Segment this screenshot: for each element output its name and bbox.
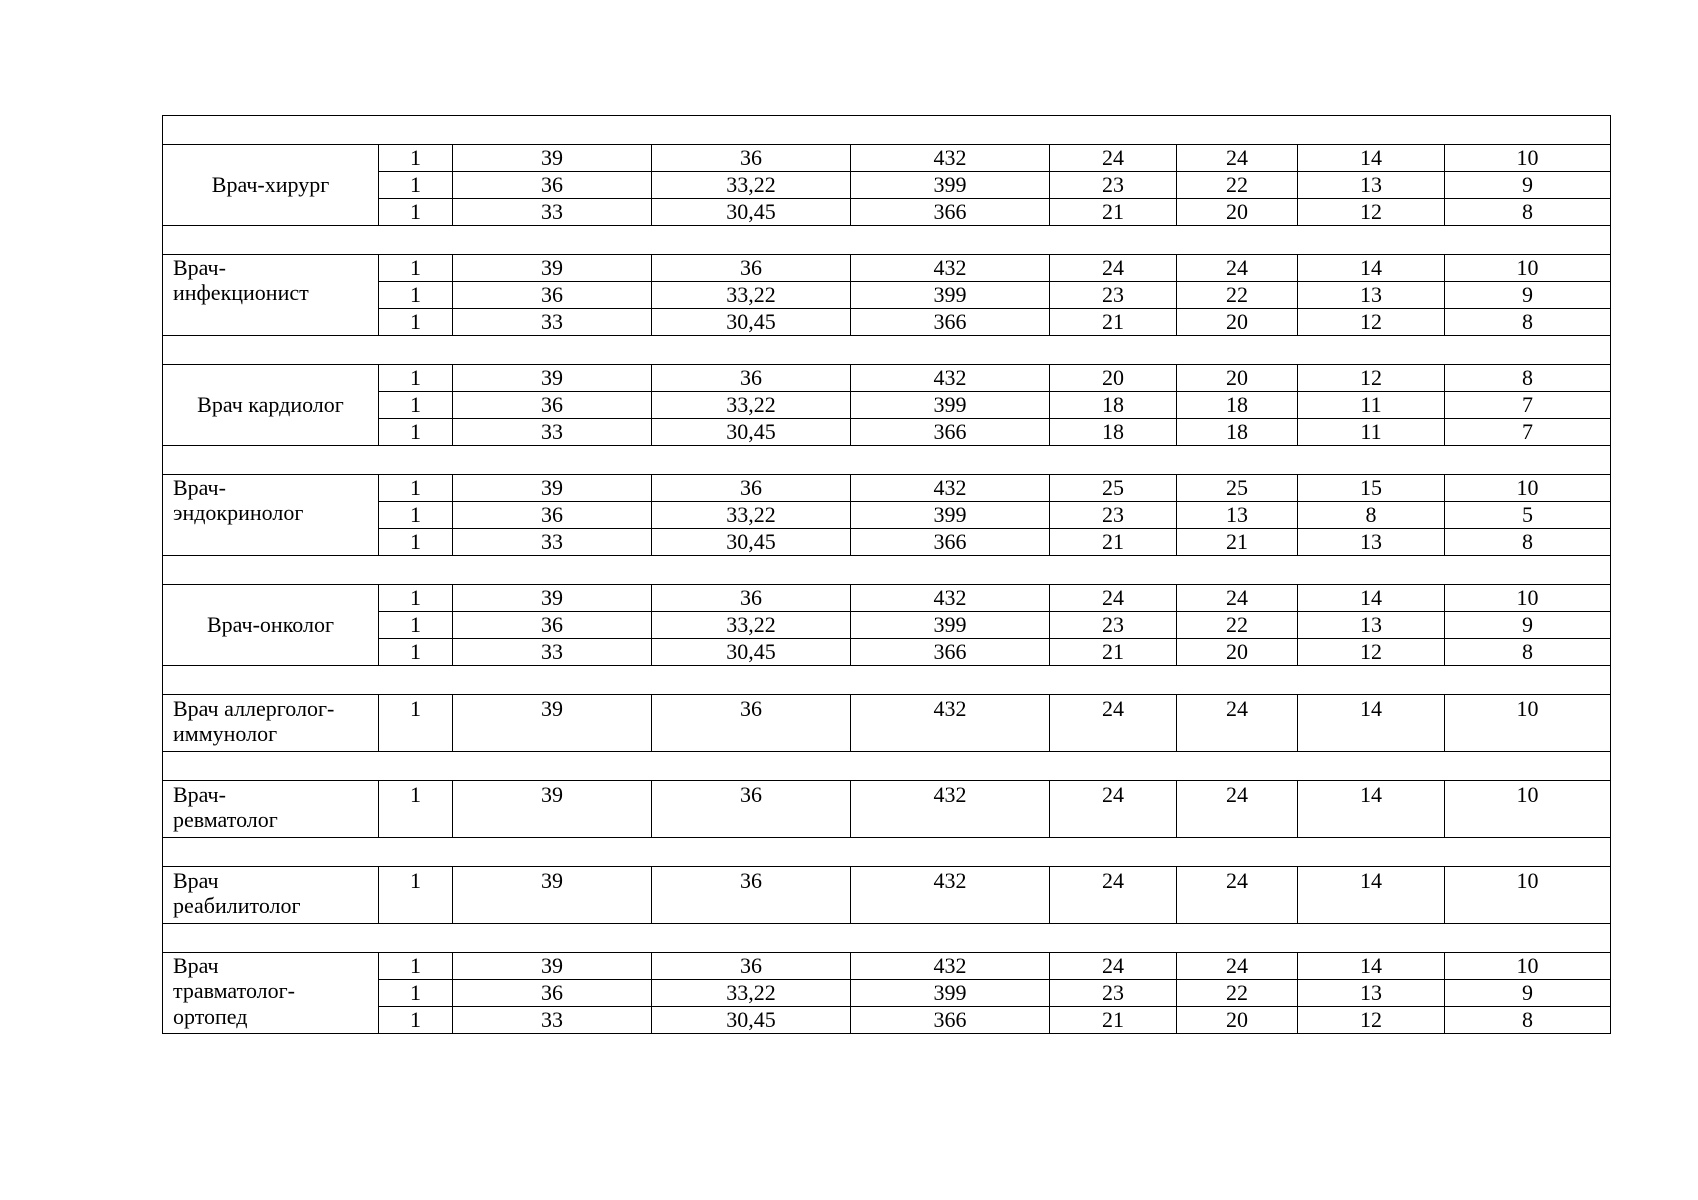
table-cell: 36 (453, 392, 652, 419)
table-row (163, 639, 1611, 666)
table-row (163, 612, 1611, 639)
separator-row (163, 446, 1611, 475)
table-cell: 22 (1177, 172, 1298, 199)
table-row (163, 392, 1611, 419)
table-row (163, 695, 1611, 752)
table-cell: 33 (453, 419, 652, 446)
table-cell: 366 (851, 309, 1050, 336)
specialist-label: Врач- ревматолог (163, 781, 379, 838)
table-cell: 36 (652, 365, 851, 392)
table-row (163, 502, 1611, 529)
table-cell: 11 (1298, 419, 1445, 446)
specialist-label: Врач-онколог (163, 585, 379, 666)
table-cell: 39 (453, 585, 652, 612)
table-cell: 1 (379, 365, 453, 392)
separator-row (163, 838, 1611, 867)
table-cell: 24 (1050, 953, 1177, 980)
table-cell: 33 (453, 1007, 652, 1034)
table-cell: 20 (1177, 199, 1298, 226)
table-cell: 1 (379, 781, 453, 838)
table-row (163, 365, 1611, 392)
separator-cell (163, 666, 1611, 695)
table-cell: 36 (453, 172, 652, 199)
table-cell: 1 (379, 980, 453, 1007)
table-cell: 30,45 (652, 1007, 851, 1034)
table-cell: 8 (1445, 639, 1611, 666)
table-cell: 36 (652, 255, 851, 282)
table-cell: 399 (851, 612, 1050, 639)
specialist-label: Врач-хирург (163, 145, 379, 226)
table-cell: 30,45 (652, 639, 851, 666)
table-cell: 21 (1050, 639, 1177, 666)
separator-row (163, 336, 1611, 365)
table-cell: 432 (851, 365, 1050, 392)
table-cell: 14 (1298, 867, 1445, 924)
table-cell: 9 (1445, 172, 1611, 199)
table-cell: 13 (1298, 612, 1445, 639)
table-cell: 36 (652, 953, 851, 980)
separator-cell (163, 556, 1611, 585)
table-cell: 366 (851, 199, 1050, 226)
table-cell: 13 (1298, 172, 1445, 199)
table-cell: 13 (1298, 980, 1445, 1007)
table-cell: 15 (1298, 475, 1445, 502)
table-row (163, 953, 1611, 980)
table-cell: 13 (1298, 282, 1445, 309)
table-cell: 30,45 (652, 309, 851, 336)
table-cell: 25 (1050, 475, 1177, 502)
table-cell: 33 (453, 529, 652, 556)
table-cell: 30,45 (652, 419, 851, 446)
table-cell: 39 (453, 475, 652, 502)
table-cell: 10 (1445, 255, 1611, 282)
table-cell: 432 (851, 475, 1050, 502)
table-cell: 10 (1445, 585, 1611, 612)
table-cell: 1 (379, 953, 453, 980)
table-row (163, 867, 1611, 924)
table-cell: 1 (379, 639, 453, 666)
table-cell: 33,22 (652, 282, 851, 309)
table-cell: 9 (1445, 612, 1611, 639)
table-row (163, 585, 1611, 612)
table-cell: 24 (1177, 781, 1298, 838)
table-cell: 24 (1050, 867, 1177, 924)
table-cell: 18 (1177, 392, 1298, 419)
table-cell: 36 (652, 145, 851, 172)
table-cell: 24 (1177, 255, 1298, 282)
table-row (163, 781, 1611, 838)
table-cell: 7 (1445, 419, 1611, 446)
table-cell: 10 (1445, 781, 1611, 838)
table-cell: 21 (1050, 199, 1177, 226)
table-cell: 30,45 (652, 199, 851, 226)
table-cell: 8 (1445, 529, 1611, 556)
separator-cell (163, 924, 1611, 953)
table-cell: 36 (453, 282, 652, 309)
table-cell: 1 (379, 172, 453, 199)
specialist-label: Врач- эндокринолог (163, 475, 379, 556)
table-cell: 432 (851, 695, 1050, 752)
table-cell: 5 (1445, 502, 1611, 529)
table-cell: 21 (1050, 529, 1177, 556)
table-row (163, 980, 1611, 1007)
table-row (163, 1007, 1611, 1034)
table-cell: 14 (1298, 695, 1445, 752)
table-cell: 1 (379, 1007, 453, 1034)
separator-row (163, 556, 1611, 585)
table-cell: 432 (851, 781, 1050, 838)
table-cell: 12 (1298, 309, 1445, 336)
table-cell: 21 (1050, 309, 1177, 336)
separator-row (163, 666, 1611, 695)
table-cell: 432 (851, 585, 1050, 612)
separator-cell (163, 336, 1611, 365)
table-cell: 24 (1177, 145, 1298, 172)
separator-row (163, 924, 1611, 953)
table-cell: 366 (851, 419, 1050, 446)
table-cell: 9 (1445, 980, 1611, 1007)
separator-cell (163, 116, 1611, 145)
table-cell: 21 (1177, 529, 1298, 556)
table-cell: 39 (453, 867, 652, 924)
table-cell: 23 (1050, 980, 1177, 1007)
table-cell: 11 (1298, 392, 1445, 419)
table-cell: 22 (1177, 282, 1298, 309)
table-cell: 39 (453, 781, 652, 838)
table-cell: 10 (1445, 867, 1611, 924)
table-cell: 20 (1050, 365, 1177, 392)
table-cell: 24 (1050, 145, 1177, 172)
table-cell: 1 (379, 199, 453, 226)
table-cell: 14 (1298, 953, 1445, 980)
table-cell: 24 (1177, 695, 1298, 752)
specialist-label: Врач аллерголог- иммунолог (163, 695, 379, 752)
table-cell: 33,22 (652, 172, 851, 199)
table-cell: 10 (1445, 953, 1611, 980)
table-cell: 22 (1177, 980, 1298, 1007)
table-cell: 33,22 (652, 980, 851, 1007)
table-cell: 20 (1177, 309, 1298, 336)
table-cell: 24 (1050, 781, 1177, 838)
table-cell: 432 (851, 867, 1050, 924)
table-cell: 399 (851, 172, 1050, 199)
table-cell: 21 (1050, 1007, 1177, 1034)
table-cell: 33,22 (652, 502, 851, 529)
table-cell: 1 (379, 502, 453, 529)
table-cell: 20 (1177, 365, 1298, 392)
specialist-label: Врач травматолог- ортопед (163, 953, 379, 1034)
specialist-table (162, 115, 1611, 1034)
table-cell: 39 (453, 145, 652, 172)
table-cell: 366 (851, 529, 1050, 556)
table-cell: 12 (1298, 1007, 1445, 1034)
table-cell: 20 (1177, 1007, 1298, 1034)
table-cell: 1 (379, 419, 453, 446)
table-row (163, 419, 1611, 446)
table-row (163, 475, 1611, 502)
table-cell: 1 (379, 529, 453, 556)
table-cell: 30,45 (652, 529, 851, 556)
table-cell: 24 (1177, 953, 1298, 980)
table-row (163, 309, 1611, 336)
table-cell: 36 (453, 612, 652, 639)
specialist-label: Врач- инфекционист (163, 255, 379, 336)
table-cell: 23 (1050, 172, 1177, 199)
table-cell: 10 (1445, 475, 1611, 502)
table-cell: 24 (1050, 255, 1177, 282)
table-cell: 13 (1298, 529, 1445, 556)
table-cell: 36 (652, 781, 851, 838)
table-cell: 8 (1445, 309, 1611, 336)
table-cell: 23 (1050, 502, 1177, 529)
specialist-label: Врач кардиолог (163, 365, 379, 446)
table-cell: 432 (851, 953, 1050, 980)
table-cell: 23 (1050, 282, 1177, 309)
table-cell: 399 (851, 502, 1050, 529)
table-cell: 18 (1177, 419, 1298, 446)
separator-row (163, 752, 1611, 781)
table-cell: 8 (1445, 1007, 1611, 1034)
separator-cell (163, 838, 1611, 867)
table-cell: 10 (1445, 145, 1611, 172)
table-cell: 24 (1177, 867, 1298, 924)
specialist-label: Врач реабилитолог (163, 867, 379, 924)
table-cell: 1 (379, 255, 453, 282)
table-cell: 10 (1445, 695, 1611, 752)
table-cell: 1 (379, 612, 453, 639)
table-cell: 1 (379, 695, 453, 752)
table-cell: 14 (1298, 781, 1445, 838)
table-cell: 14 (1298, 585, 1445, 612)
table-cell: 33,22 (652, 392, 851, 419)
table-cell: 24 (1050, 585, 1177, 612)
table-cell: 14 (1298, 145, 1445, 172)
table-cell: 36 (652, 695, 851, 752)
table-cell: 25 (1177, 475, 1298, 502)
separator-cell (163, 226, 1611, 255)
table-cell: 432 (851, 145, 1050, 172)
table-row (163, 199, 1611, 226)
table-cell: 432 (851, 255, 1050, 282)
table-cell: 399 (851, 282, 1050, 309)
table-cell: 8 (1445, 365, 1611, 392)
table-cell: 23 (1050, 612, 1177, 639)
table-cell: 8 (1445, 199, 1611, 226)
table-row (163, 282, 1611, 309)
table-cell: 1 (379, 392, 453, 419)
table-cell: 8 (1298, 502, 1445, 529)
table-cell: 36 (453, 980, 652, 1007)
table-cell: 39 (453, 695, 652, 752)
table-cell: 14 (1298, 255, 1445, 282)
table-cell: 366 (851, 1007, 1050, 1034)
table-cell: 12 (1298, 365, 1445, 392)
table-cell: 36 (652, 585, 851, 612)
table-cell: 1 (379, 585, 453, 612)
table-cell: 39 (453, 255, 652, 282)
table-cell: 399 (851, 392, 1050, 419)
table-cell: 22 (1177, 612, 1298, 639)
table-cell: 399 (851, 980, 1050, 1007)
separator-cell (163, 446, 1611, 475)
table-cell: 7 (1445, 392, 1611, 419)
table-cell: 1 (379, 475, 453, 502)
table-row (163, 529, 1611, 556)
table-row (163, 145, 1611, 172)
table-cell: 24 (1177, 585, 1298, 612)
table-cell: 39 (453, 365, 652, 392)
table-cell: 12 (1298, 199, 1445, 226)
table-cell: 20 (1177, 639, 1298, 666)
table-row (163, 172, 1611, 199)
table-row (163, 255, 1611, 282)
table-cell: 33 (453, 639, 652, 666)
table-cell: 18 (1050, 392, 1177, 419)
separator-cell (163, 752, 1611, 781)
table-cell: 1 (379, 309, 453, 336)
table-cell: 36 (453, 502, 652, 529)
table-cell: 13 (1177, 502, 1298, 529)
table-cell: 36 (652, 867, 851, 924)
table-cell: 12 (1298, 639, 1445, 666)
table-cell: 33,22 (652, 612, 851, 639)
separator-row (163, 226, 1611, 255)
table-cell: 18 (1050, 419, 1177, 446)
table-cell: 39 (453, 953, 652, 980)
table-cell: 366 (851, 639, 1050, 666)
separator-row (163, 116, 1611, 145)
table-cell: 9 (1445, 282, 1611, 309)
table-cell: 1 (379, 867, 453, 924)
table-cell: 24 (1050, 695, 1177, 752)
table-cell: 33 (453, 199, 652, 226)
table-cell: 1 (379, 282, 453, 309)
table-cell: 1 (379, 145, 453, 172)
table-cell: 33 (453, 309, 652, 336)
table-cell: 36 (652, 475, 851, 502)
